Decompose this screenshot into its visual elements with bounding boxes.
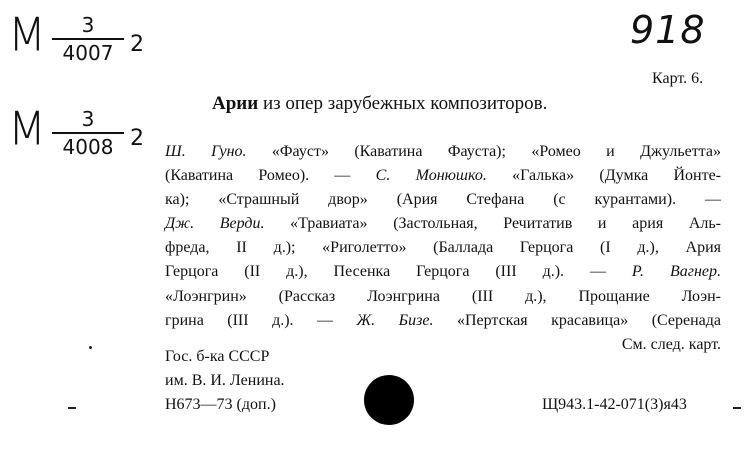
title-bold: Арии bbox=[212, 93, 259, 114]
library-line: Н673—73 (доп.) bbox=[165, 396, 276, 413]
classification-index: Щ943.1-42-071(3)я43 bbox=[542, 396, 687, 413]
shelf-numerator: 3 bbox=[81, 13, 95, 37]
shelf-denominator: 4007 bbox=[62, 41, 114, 65]
shelf-fraction bbox=[48, 14, 128, 64]
title-rest: из опер зарубежных композиторов. bbox=[258, 93, 548, 114]
punch-hole bbox=[364, 375, 414, 425]
speck bbox=[733, 407, 741, 409]
composer-name: С. Монюшко. bbox=[375, 167, 487, 185]
handwritten-number: 918 bbox=[630, 8, 706, 52]
body-line: Дж. Верди. «Травиата» (Застольная, Речитатив и ария Аль- bbox=[165, 215, 722, 233]
shelf-letter: М bbox=[8, 102, 46, 157]
shelf-mark-suffix: 2 bbox=[130, 32, 144, 57]
library-imprint bbox=[165, 345, 285, 417]
speck bbox=[68, 407, 76, 409]
composer-name: Р. Вагнер. bbox=[631, 263, 721, 281]
composer-name: Ж. Бизе. bbox=[356, 311, 434, 329]
library-line: Гос. б-ка СССР bbox=[165, 348, 270, 365]
shelf-mark-suffix: 2 bbox=[130, 126, 144, 151]
body-line: фреда, II д.); «Риголетто» (Баллада Герцога (I д.), Ария bbox=[165, 239, 721, 257]
library-line: им. В. И. Ленина. bbox=[165, 372, 285, 389]
composer-name: Ш. Гуно. bbox=[165, 143, 247, 160]
body-line: «Лоэнгрин» (Рассказ Лоэнгрина (III д.), Прощание Лоэн- bbox=[165, 287, 721, 305]
card-title bbox=[212, 93, 547, 115]
card-body bbox=[165, 140, 721, 357]
body-line: (Каватина Ромео). — С. Монюшко. «Галька» (Думка Йонте- bbox=[165, 167, 722, 185]
body-line: ка); «Страшный двор» (Ария Стефана (с курантами). — bbox=[165, 191, 721, 209]
fraction-bar bbox=[52, 132, 124, 134]
card-number: Карт. 6. bbox=[652, 70, 704, 87]
body-line: Герцога (II д.), Песенка Герцога (III д.). — Р. Вагнер. bbox=[165, 263, 721, 281]
continuation-note: См. след. карт. bbox=[621, 335, 721, 353]
shelf-numerator: 3 bbox=[81, 107, 95, 131]
composer-name: Дж. Верди. bbox=[165, 215, 265, 233]
shelf-letter: М bbox=[8, 8, 46, 63]
fraction-bar bbox=[52, 38, 124, 40]
speck bbox=[89, 346, 92, 349]
body-line: Ш. Гуно. «Фауст» (Каватина Фауста); «Ромео и Джульетта» bbox=[165, 143, 722, 160]
shelf-denominator: 4008 bbox=[62, 135, 114, 159]
shelf-fraction bbox=[48, 108, 128, 158]
body-line: грина (III д.). — Ж. Бизе. «Пертская красавица» (Серенада bbox=[165, 311, 721, 329]
